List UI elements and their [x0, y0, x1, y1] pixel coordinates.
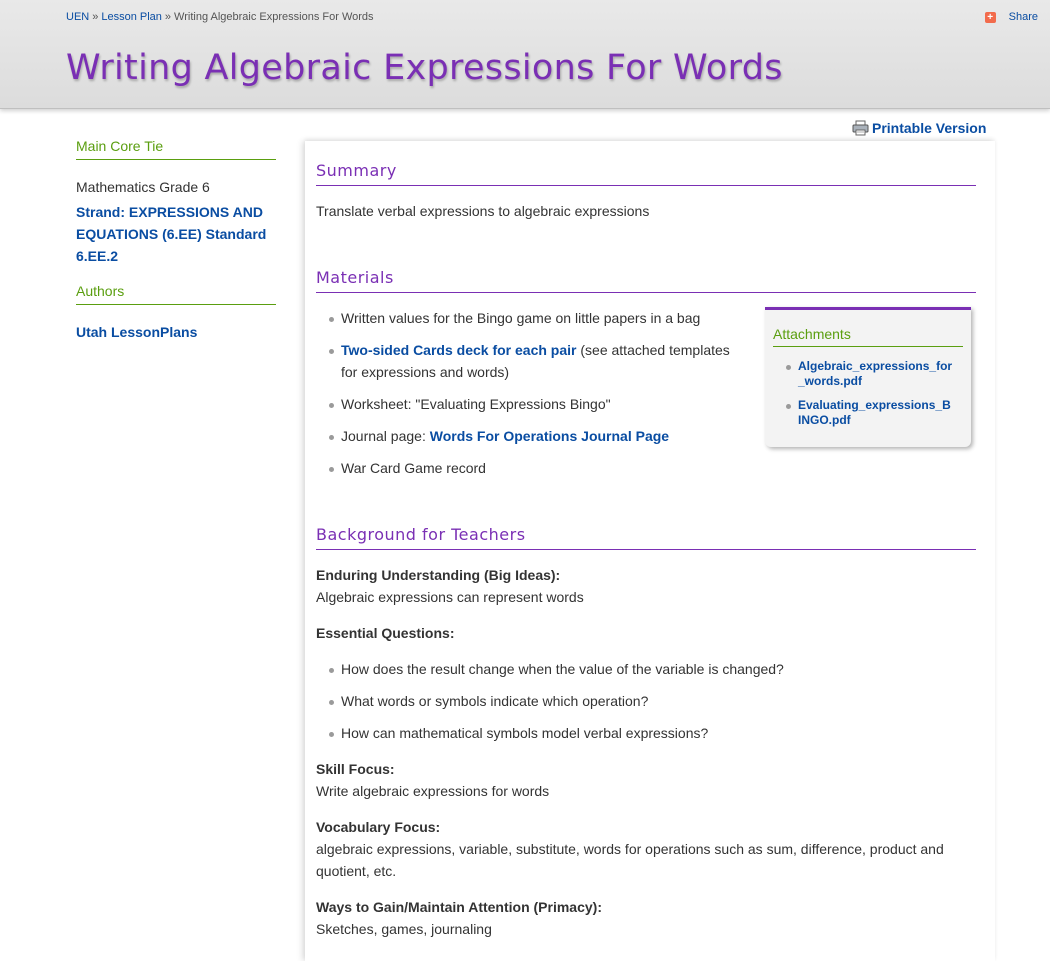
skill-focus-label: Skill Focus: [316, 761, 395, 777]
main-core-tie-heading: Main Core Tie [76, 138, 276, 160]
sidebar [76, 138, 276, 343]
breadcrumb-current: Writing Algebraic Expressions For Words [174, 11, 374, 23]
attachment-item [785, 398, 953, 428]
summary-text: Translate verbal expressions to algebraic expressions [316, 203, 650, 219]
attachment-link-evaluating-bingo[interactable]: Evaluating_expressions_BINGO.pdf [798, 398, 951, 427]
list-item [327, 457, 747, 479]
vocabulary-focus-text: algebraic expressions, variable, substitute, words for operations such as sum, difference, product and quotient, etc. [316, 841, 944, 879]
attention-text: Sketches, games, journaling [316, 921, 492, 937]
essential-questions-list [327, 658, 967, 754]
share-button[interactable] [985, 11, 1038, 23]
vocabulary-focus-label: Vocabulary Focus: [316, 819, 441, 835]
printer-icon[interactable] [852, 120, 869, 136]
list-item [327, 393, 747, 415]
breadcrumb-separator: » [164, 11, 172, 23]
materials-list [327, 307, 747, 489]
main-content [305, 141, 995, 961]
material-text: Worksheet: "Evaluating Expressions Bingo" [341, 396, 611, 412]
material-text: Written values for the Bingo game on little papers in a bag [341, 310, 701, 326]
author-link[interactable]: Utah LessonPlans [76, 324, 198, 340]
list-item [327, 307, 747, 329]
breadcrumb-home-link[interactable]: UEN [66, 11, 90, 23]
plus-icon[interactable]: + [985, 12, 996, 23]
list-item [327, 339, 747, 383]
material-text: War Card Game record [341, 460, 486, 476]
breadcrumb-lesson-plan-link[interactable]: Lesson Plan [101, 11, 162, 23]
list-item: How can mathematical symbols model verbal expressions? [327, 722, 967, 744]
attachment-link-algebraic-expressions[interactable]: Algebraic_expressions_for_words.pdf [798, 359, 953, 388]
list-item: How does the result change when the value of the variable is changed? [327, 658, 967, 680]
printable-version-label[interactable]: Printable Version [872, 120, 987, 136]
share-link[interactable]: Share [1008, 11, 1038, 23]
materials-heading: Materials [316, 268, 976, 293]
page-title: Writing Algebraic Expressions For Words [66, 48, 783, 88]
attachments-box [765, 307, 971, 447]
essential-questions-label: Essential Questions: [316, 625, 455, 641]
summary-heading: Summary [316, 161, 976, 186]
printable-version-link[interactable] [852, 120, 986, 136]
attachments-list [785, 359, 963, 428]
enduring-understanding-text: Algebraic expressions can represent words [316, 589, 584, 605]
journal-page-link[interactable]: Words For Operations Journal Page [429, 428, 670, 444]
attachments-heading: Attachments [773, 326, 963, 347]
list-item [327, 425, 747, 447]
list-item: What words or symbols indicate which operation? [327, 690, 967, 712]
core-tie-subject: Mathematics Grade 6 [76, 179, 210, 195]
material-text: (see attached templates for expressions and words) [341, 342, 730, 380]
cards-deck-link[interactable]: Two-sided Cards deck for each pair [341, 342, 577, 358]
attention-label: Ways to Gain/Maintain Attention (Primacy): [316, 899, 602, 915]
core-tie-strand-link[interactable]: Strand: EXPRESSIONS AND EQUATIONS (6.EE) Standard 6.EE.2 [76, 204, 267, 264]
enduring-understanding-label: Enduring Understanding (Big Ideas): [316, 567, 561, 583]
background-heading: Background for Teachers [316, 525, 976, 550]
attachment-item [785, 359, 953, 389]
skill-focus-text: Write algebraic expressions for words [316, 783, 550, 799]
breadcrumb [66, 11, 374, 23]
page-header [0, 0, 1050, 109]
material-text: Journal page: [341, 428, 430, 444]
breadcrumb-separator: » [92, 11, 99, 23]
authors-heading: Authors [76, 283, 276, 305]
